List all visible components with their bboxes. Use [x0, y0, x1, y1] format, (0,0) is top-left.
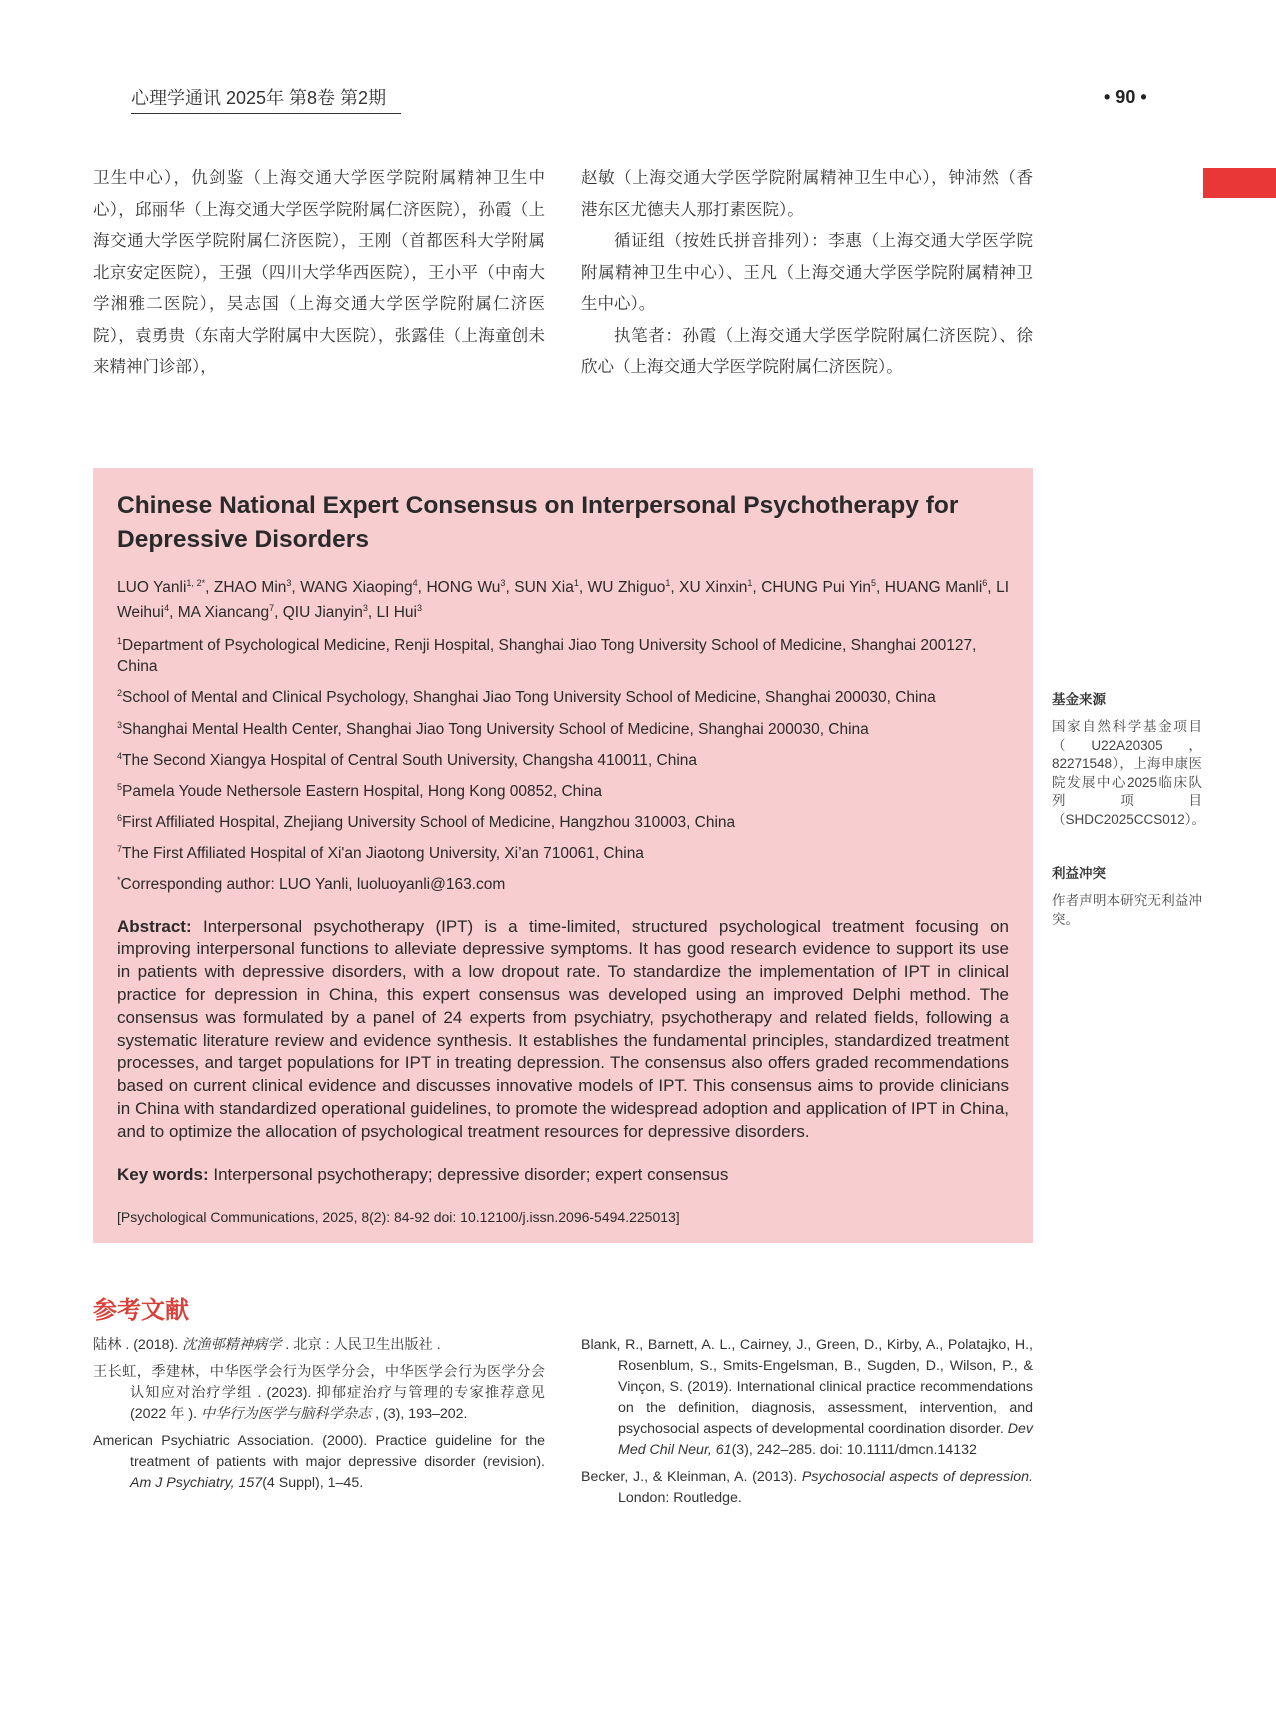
reference-details: London: Routledge. [618, 1490, 742, 1506]
author-name: LUO Yanli [117, 579, 187, 597]
body-paragraph: 执笔者：孙霞（上海交通大学医学院附属仁济医院）、徐欣心（上海交通大学医学院附属仁济医院）。 [581, 325, 1033, 376]
reference-item [93, 1431, 545, 1494]
funding-sidebar [1052, 688, 1206, 829]
affiliation-item [117, 746, 1009, 771]
reference-source: 中华行为医学与脑科学杂志 [200, 1406, 372, 1422]
english-abstract-box [93, 468, 1033, 1243]
body-paragraph: 卫生中心），仇剑鉴（上海交通大学医学院附属精神卫生中心），邱丽华（上海交通大学医学院附属仁济医院），孙霞（上海交通大学医学院附属仁济医院），王刚（首都医科大学附属北京安定医院），王强（四川大学华西医院），王小平（中南大学湘雅二医院），吴志国（上海交通大学医学院附属仁济医院），袁勇贵（东南大学附属中大医院），张露佳（上海童创未来精神门诊部）， [93, 168, 545, 376]
affiliation-item [117, 870, 1009, 895]
keywords-label: Key words: [117, 1164, 209, 1184]
references-left-column [93, 1335, 545, 1500]
reference-item [93, 1335, 545, 1356]
author-affil-marker: 4 [412, 578, 418, 588]
keywords-paragraph [117, 1164, 1009, 1186]
keywords-text: Interpersonal psychotherapy; depressive disorder; expert consensus [213, 1164, 729, 1184]
references-heading: 参考文献 [93, 1297, 189, 1324]
body-left-column [93, 162, 545, 383]
author-affil-marker: 1 [665, 578, 671, 588]
reference-source: Psychosocial aspects of depression. [801, 1469, 1033, 1485]
author-affil-marker: 7 [269, 603, 275, 614]
author-affil-marker: 1, 2* [186, 578, 206, 588]
english-title: Chinese National Expert Consensus on Interpersonal Psychotherapy for Depressive Disorders [117, 492, 959, 553]
author-affil-marker: 3 [500, 578, 506, 588]
affiliation-item [117, 715, 1009, 740]
author-name: XU Xinxin [679, 579, 748, 597]
author-affil-marker: 4 [164, 603, 170, 614]
reference-text: American Psychiatric Association. (2000). Practice guideline for the treatment of patients with major depressive disorder (revision). [93, 1433, 545, 1470]
conflict-text: 作者声明本研究无利益冲突。 [1052, 893, 1202, 927]
author-name: HUANG Manli [884, 579, 983, 597]
reference-details: (4 Suppl), 1–45. [262, 1475, 364, 1491]
author-affil-marker: 3 [362, 603, 368, 614]
author-name: CHUNG Pui Yin [761, 579, 871, 597]
reference-text: Becker, J., & Kleinman, A. (2013). [581, 1469, 802, 1485]
reference-details: , (3), 193–202. [371, 1406, 468, 1422]
author-affil-marker: 3 [417, 603, 423, 614]
author-name: QIU Jianyin [282, 604, 363, 622]
affiliation-item [117, 777, 1009, 802]
reference-text: 陆林 . (2018). [93, 1337, 183, 1353]
author-affil-marker: 5 [870, 578, 876, 588]
references-right-column [581, 1335, 1033, 1515]
body-paragraph: 循证组（按姓氏拼音排列）：李惠（上海交通大学医学院附属精神卫生中心）、王凡（上海交通大学医学院附属精神卫生中心）。 [581, 231, 1033, 313]
author-name: LI Hui [376, 604, 417, 622]
author-name: WU Zhiguo [587, 579, 666, 597]
author-affil-marker: 1 [573, 578, 579, 588]
reference-item [93, 1362, 545, 1425]
author-name: WANG Xiaoping [300, 579, 413, 597]
reference-item [581, 1335, 1033, 1461]
affiliation-marker: 6 [117, 813, 123, 824]
author-name: LI Weihui [117, 579, 1010, 622]
reference-details: (3), 242–285. doi: 10.1111/dmcn.14132 [731, 1442, 977, 1458]
affiliation-marker: 7 [117, 844, 123, 855]
affiliation-text: School of Mental and Clinical Psychology, Shanghai Jiao Tong University School of Medicine, Shanghai 200030, China [122, 689, 936, 707]
affiliation-item [117, 808, 1009, 833]
author-affil-marker: 6 [982, 578, 988, 588]
affiliation-text: The First Affiliated Hospital of Xi'an Jiaotong University, Xi’an 710061, China [122, 845, 644, 863]
author-affil-marker: 3 [286, 578, 292, 588]
abstract-paragraph [117, 916, 1009, 1144]
affiliation-item [117, 631, 1009, 677]
reference-details: . 北京 : 人民卫生出版社 . [281, 1337, 441, 1353]
author-affil-marker: 1 [747, 578, 753, 588]
author-list: LUO Yanli$^{1, 2*}$, ZHAO Min$^3$, WANG Xiaoping$^4$, HONG Wu$^3$, SUN Xia$^1$, WU Zhiguo$^1$, XU Xinxin$^1$, CHUNG Pui Yin$^5$, HUANG Manli$^6$, LI Weihui$^4$, MA Xiancang$^7$, QIU Jianyin$^3$, LI Hui$^3$ [117, 578, 1010, 622]
body-right-column [581, 162, 1033, 383]
affiliation-text: First Affiliated Hospital, Zhejiang University School of Medicine, Hangzhou 310003, China [122, 814, 736, 832]
funding-text: 国家自然科学基金项目（U22A20305，82271548），上海申康医院发展中心2025临床队列项目（SHDC2025CCS012）。 [1052, 719, 1206, 827]
conflict-sidebar [1052, 862, 1202, 929]
affiliation-text: Department of Psychological Medicine, Renji Hospital, Shanghai Jiao Tong University School of Medicine, Shanghai 200127, China [117, 637, 977, 676]
affiliation-marker: 1 [117, 636, 123, 647]
affiliation-text: The Second Xiangya Hospital of Central South University, Changsha 410011, China [122, 751, 698, 769]
affiliation-text: Pamela Youde Nethersole Eastern Hospital, Hong Kong 00852, China [122, 783, 602, 801]
affiliation-marker: 2 [117, 688, 123, 699]
affiliation-text: Shanghai Mental Health Center, Shanghai Jiao Tong University School of Medicine, Shanghai 200030, China [122, 720, 869, 738]
reference-text: Blank, R., Barnett, A. L., Cairney, J., Green, D., Kirby, A., Polatajko, H., Rosenblum, S., Smits-Engelsman, B., Sugden, D., Wilson, P., & Vinçon, S. (2019). International clinical practice recommendations on the definition, diagnosis, assessment, intervention, and psychosocial aspects of developmental coordination disorder. [581, 1337, 1033, 1437]
reference-item [581, 1467, 1033, 1509]
author-name: ZHAO Min [213, 579, 287, 597]
conflict-heading: 利益冲突 [1052, 866, 1106, 881]
abstract-text: Interpersonal psychotherapy (IPT) is a time-limited, structured psychological treatment focusing on improving interpersonal functions to alleviate depressive symptoms. It has good research evidence to support its use in patients with depressive disorders, with a low dropout rate. To standardize the implementation of IPT in clinical practice for depression in China, this expert consensus was developed using an improved Delphi method. The consensus was formulated by a panel of 24 experts from psychiatry, psychotherapy and related fields, following a systematic literature review and evidence synthesis. It establishes the fundamental principles, standardized treatment processes, and target populations for IPT in treating depression. The consensus also offers graded recommendations based on current clinical evidence and discusses innovative models of IPT. This consensus aims to provide clinicians in China with standardized operational guidelines, to promote the widespread adoption and application of IPT in China, and to optimize the allocation of psychological treatment resources for depressive disorders. [117, 916, 1009, 1141]
reference-source: Am J Psychiatry, 157 [130, 1475, 263, 1491]
page-number: • 90 • [1104, 87, 1147, 107]
author-name: SUN Xia [514, 579, 574, 597]
affiliation-item [117, 839, 1009, 864]
abstract-label: Abstract: [117, 916, 192, 936]
funding-heading: 基金来源 [1052, 692, 1106, 707]
affiliation-marker: 4 [117, 750, 123, 761]
reference-source: Dev Med Chil Neur, 61 [618, 1421, 1033, 1458]
citation-line: [Psychological Communications, 2025, 8(2): 84-92 doi: 10.12100/j.issn.2096-5494.225013] [117, 1208, 680, 1225]
reference-text: 王长虹，季建林，中华医学会行为医学分会，中华医学会行为医学分会认知应对治疗学组 . (2023). 抑郁症治疗与管理的专家推荐意见 (2022 年 ). [93, 1364, 545, 1422]
affiliation-list [117, 631, 1009, 895]
affiliation-item [117, 683, 1009, 708]
author-name: MA Xiancang [177, 604, 270, 622]
author-name: HONG Wu [426, 579, 501, 597]
affiliation-marker: 3 [117, 719, 123, 730]
section-tab-marker [1203, 168, 1276, 198]
affiliation-marker: 5 [117, 781, 123, 792]
affiliation-marker: * [117, 875, 121, 886]
journal-header: 心理学通讯 2025年 第8卷 第2期 [131, 84, 401, 114]
affiliation-text: Corresponding author: LUO Yanli, luoluoyanli@163.com [120, 876, 506, 894]
body-paragraph: 赵敏（上海交通大学医学院附属精神卫生中心），钟沛然（香港东区尤德夫人那打素医院）。 [581, 168, 1033, 219]
reference-source: 沈渔邨精神病学 [182, 1337, 282, 1353]
